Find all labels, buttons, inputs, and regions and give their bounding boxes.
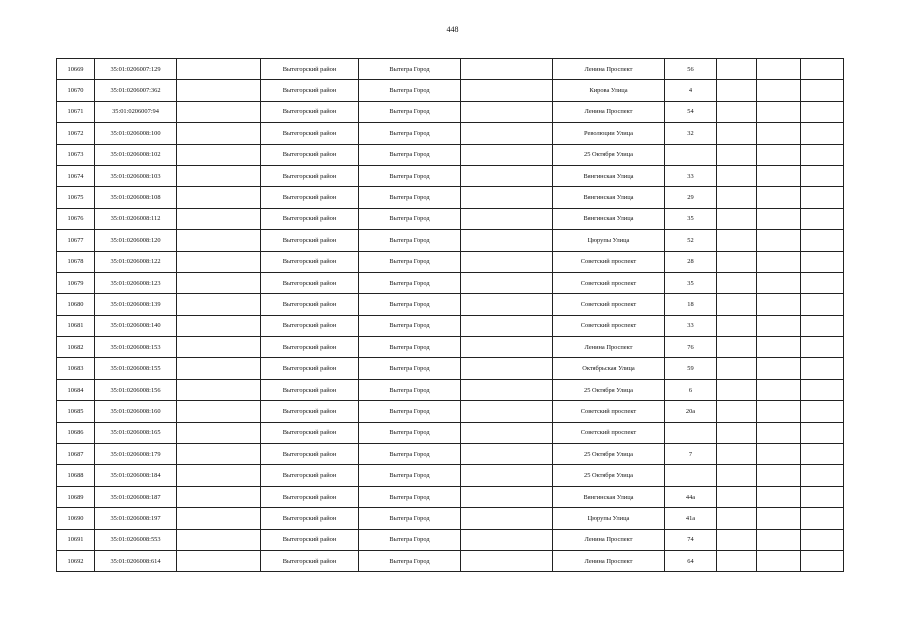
empty-cell — [757, 144, 801, 165]
cadastral-number-cell: 35:01:0206008:165 — [95, 422, 177, 443]
row-number-cell: 10669 — [57, 59, 95, 80]
empty-cell — [461, 230, 553, 251]
empty-cell — [177, 144, 261, 165]
empty-cell — [177, 272, 261, 293]
district-cell: Вытегорский район — [261, 401, 359, 422]
page-number: 448 — [446, 25, 459, 34]
street-cell: 25 Октября Улица — [553, 465, 665, 486]
empty-cell — [757, 379, 801, 400]
street-cell: Советский проспект — [553, 401, 665, 422]
empty-cell — [461, 465, 553, 486]
empty-cell — [801, 508, 844, 529]
empty-cell — [461, 144, 553, 165]
house-number-cell: 4 — [665, 80, 717, 101]
city-cell: Вытегра Город — [359, 144, 461, 165]
row-number-cell: 10689 — [57, 486, 95, 507]
district-cell: Вытегорский район — [261, 294, 359, 315]
cadastral-number-cell: 35:01:0206008:102 — [95, 144, 177, 165]
empty-cell — [757, 529, 801, 550]
empty-cell — [801, 101, 844, 122]
city-cell: Вытегра Город — [359, 508, 461, 529]
empty-cell — [461, 80, 553, 101]
cadastral-number-cell: 35:01:0206008:614 — [95, 550, 177, 571]
empty-cell — [717, 401, 757, 422]
table-row — [57, 529, 844, 550]
cadastral-number-cell: 35:01:0206007:94 — [95, 101, 177, 122]
table-row — [57, 337, 844, 358]
empty-cell — [717, 80, 757, 101]
district-cell: Вытегорский район — [261, 508, 359, 529]
table-row — [57, 358, 844, 379]
district-cell: Вытегорский район — [261, 187, 359, 208]
table-row — [57, 486, 844, 507]
house-number-cell: 35 — [665, 272, 717, 293]
empty-cell — [177, 80, 261, 101]
table-row — [57, 422, 844, 443]
empty-cell — [801, 144, 844, 165]
cadastral-number-cell: 35:01:0206008:100 — [95, 123, 177, 144]
empty-cell — [757, 486, 801, 507]
empty-cell — [177, 379, 261, 400]
table-row — [57, 80, 844, 101]
empty-cell — [177, 251, 261, 272]
empty-cell — [177, 444, 261, 465]
city-cell: Вытегра Город — [359, 101, 461, 122]
district-cell: Вытегорский район — [261, 529, 359, 550]
row-number-cell: 10688 — [57, 465, 95, 486]
city-cell: Вытегра Город — [359, 59, 461, 80]
empty-cell — [177, 123, 261, 144]
house-number-cell: 44а — [665, 486, 717, 507]
empty-cell — [717, 508, 757, 529]
cadastral-number-cell: 35:01:0206007:129 — [95, 59, 177, 80]
city-cell: Вытегра Город — [359, 230, 461, 251]
empty-cell — [757, 422, 801, 443]
table-row — [57, 550, 844, 571]
cadastral-number-cell: 35:01:0206008:108 — [95, 187, 177, 208]
house-number-cell: 20а — [665, 401, 717, 422]
row-number-cell: 10686 — [57, 422, 95, 443]
cadastral-number-cell: 35:01:0206008:140 — [95, 315, 177, 336]
district-cell: Вытегорский район — [261, 337, 359, 358]
table-row — [57, 444, 844, 465]
house-number-cell: 76 — [665, 337, 717, 358]
city-cell: Вытегра Город — [359, 550, 461, 571]
empty-cell — [461, 550, 553, 571]
street-cell: Вянгинская Улица — [553, 208, 665, 229]
empty-cell — [717, 337, 757, 358]
empty-cell — [177, 59, 261, 80]
street-cell: 25 Октября Улица — [553, 144, 665, 165]
cadastral-number-cell: 35:01:0206008:155 — [95, 358, 177, 379]
empty-cell — [801, 358, 844, 379]
empty-cell — [461, 251, 553, 272]
empty-cell — [757, 508, 801, 529]
district-cell: Вытегорский район — [261, 486, 359, 507]
street-cell: Советский проспект — [553, 294, 665, 315]
house-number-cell: 41а — [665, 508, 717, 529]
empty-cell — [177, 358, 261, 379]
district-cell: Вытегорский район — [261, 208, 359, 229]
registry-body — [57, 59, 844, 572]
empty-cell — [717, 444, 757, 465]
district-cell: Вытегорский район — [261, 550, 359, 571]
empty-cell — [717, 486, 757, 507]
empty-cell — [461, 294, 553, 315]
row-number-cell: 10676 — [57, 208, 95, 229]
house-number-cell — [665, 144, 717, 165]
empty-cell — [717, 294, 757, 315]
table-row — [57, 401, 844, 422]
street-cell: Цюрупы Улица — [553, 230, 665, 251]
street-cell: Вянгинская Улица — [553, 187, 665, 208]
empty-cell — [801, 529, 844, 550]
empty-cell — [801, 444, 844, 465]
empty-cell — [801, 230, 844, 251]
empty-cell — [177, 294, 261, 315]
street-cell: Советский проспект — [553, 315, 665, 336]
house-number-cell: 28 — [665, 251, 717, 272]
street-cell: Ленина Проспект — [553, 101, 665, 122]
empty-cell — [757, 465, 801, 486]
row-number-cell: 10687 — [57, 444, 95, 465]
empty-cell — [461, 444, 553, 465]
empty-cell — [461, 379, 553, 400]
empty-cell — [757, 315, 801, 336]
cadastral-number-cell: 35:01:0206008:139 — [95, 294, 177, 315]
empty-cell — [801, 422, 844, 443]
table-row — [57, 508, 844, 529]
empty-cell — [801, 251, 844, 272]
street-cell: 25 Октября Улица — [553, 379, 665, 400]
empty-cell — [177, 187, 261, 208]
city-cell: Вытегра Город — [359, 123, 461, 144]
empty-cell — [717, 315, 757, 336]
street-cell: Цюрупы Улица — [553, 508, 665, 529]
row-number-cell: 10683 — [57, 358, 95, 379]
property-registry-table — [56, 58, 844, 572]
house-number-cell: 32 — [665, 123, 717, 144]
empty-cell — [757, 187, 801, 208]
street-cell: Вянгинская Улица — [553, 486, 665, 507]
table-row — [57, 251, 844, 272]
empty-cell — [801, 294, 844, 315]
cadastral-number-cell: 35:01:0206008:179 — [95, 444, 177, 465]
row-number-cell: 10675 — [57, 187, 95, 208]
row-number-cell: 10673 — [57, 144, 95, 165]
table-row — [57, 144, 844, 165]
empty-cell — [461, 422, 553, 443]
empty-cell — [461, 187, 553, 208]
street-cell: Ленина Проспект — [553, 337, 665, 358]
district-cell: Вытегорский район — [261, 465, 359, 486]
city-cell: Вытегра Город — [359, 165, 461, 186]
table-row — [57, 465, 844, 486]
house-number-cell: 64 — [665, 550, 717, 571]
street-cell: Ленина Проспект — [553, 550, 665, 571]
cadastral-number-cell: 35:01:0206008:103 — [95, 165, 177, 186]
house-number-cell: 6 — [665, 379, 717, 400]
empty-cell — [177, 101, 261, 122]
house-number-cell: 54 — [665, 101, 717, 122]
empty-cell — [717, 230, 757, 251]
empty-cell — [757, 208, 801, 229]
district-cell: Вытегорский район — [261, 230, 359, 251]
empty-cell — [177, 422, 261, 443]
city-cell: Вытегра Город — [359, 486, 461, 507]
empty-cell — [801, 401, 844, 422]
city-cell: Вытегра Город — [359, 337, 461, 358]
empty-cell — [717, 358, 757, 379]
table-row — [57, 123, 844, 144]
empty-cell — [177, 208, 261, 229]
cadastral-number-cell: 35:01:0206008:184 — [95, 465, 177, 486]
empty-cell — [717, 379, 757, 400]
empty-cell — [801, 123, 844, 144]
street-cell: Ленина Проспект — [553, 529, 665, 550]
empty-cell — [757, 358, 801, 379]
empty-cell — [717, 101, 757, 122]
street-cell: Советский проспект — [553, 251, 665, 272]
empty-cell — [801, 80, 844, 101]
district-cell: Вытегорский район — [261, 59, 359, 80]
cadastral-number-cell: 35:01:0206008:122 — [95, 251, 177, 272]
row-number-cell: 10684 — [57, 379, 95, 400]
district-cell: Вытегорский район — [261, 144, 359, 165]
empty-cell — [801, 337, 844, 358]
city-cell: Вытегра Город — [359, 465, 461, 486]
empty-cell — [757, 80, 801, 101]
street-cell: Революции Улица — [553, 123, 665, 144]
city-cell: Вытегра Город — [359, 529, 461, 550]
empty-cell — [801, 272, 844, 293]
empty-cell — [757, 230, 801, 251]
empty-cell — [757, 337, 801, 358]
city-cell: Вытегра Город — [359, 294, 461, 315]
street-cell: Кирова Улица — [553, 80, 665, 101]
house-number-cell: 29 — [665, 187, 717, 208]
row-number-cell: 10692 — [57, 550, 95, 571]
empty-cell — [757, 123, 801, 144]
empty-cell — [717, 123, 757, 144]
table-row — [57, 59, 844, 80]
street-cell: Советский проспект — [553, 272, 665, 293]
city-cell: Вытегра Город — [359, 272, 461, 293]
city-cell: Вытегра Город — [359, 315, 461, 336]
row-number-cell: 10677 — [57, 230, 95, 251]
cadastral-number-cell: 35:01:0206007:362 — [95, 80, 177, 101]
empty-cell — [717, 251, 757, 272]
empty-cell — [461, 337, 553, 358]
empty-cell — [717, 187, 757, 208]
empty-cell — [461, 401, 553, 422]
street-cell: Октябрьская Улица — [553, 358, 665, 379]
table-row — [57, 187, 844, 208]
district-cell: Вытегорский район — [261, 315, 359, 336]
empty-cell — [801, 550, 844, 571]
row-number-cell: 10680 — [57, 294, 95, 315]
row-number-cell: 10679 — [57, 272, 95, 293]
house-number-cell: 59 — [665, 358, 717, 379]
table-row — [57, 379, 844, 400]
district-cell: Вытегорский район — [261, 251, 359, 272]
empty-cell — [801, 379, 844, 400]
city-cell: Вытегра Город — [359, 358, 461, 379]
empty-cell — [461, 486, 553, 507]
empty-cell — [801, 187, 844, 208]
city-cell: Вытегра Город — [359, 444, 461, 465]
row-number-cell: 10690 — [57, 508, 95, 529]
empty-cell — [757, 101, 801, 122]
city-cell: Вытегра Город — [359, 422, 461, 443]
empty-cell — [177, 508, 261, 529]
empty-cell — [757, 294, 801, 315]
district-cell: Вытегорский район — [261, 358, 359, 379]
empty-cell — [717, 529, 757, 550]
row-number-cell: 10691 — [57, 529, 95, 550]
empty-cell — [461, 165, 553, 186]
city-cell: Вытегра Город — [359, 208, 461, 229]
table-row — [57, 272, 844, 293]
table-row — [57, 101, 844, 122]
row-number-cell: 10674 — [57, 165, 95, 186]
city-cell: Вытегра Город — [359, 187, 461, 208]
table-row — [57, 165, 844, 186]
cadastral-number-cell: 35:01:0206008:112 — [95, 208, 177, 229]
empty-cell — [717, 208, 757, 229]
empty-cell — [177, 550, 261, 571]
table-row — [57, 208, 844, 229]
house-number-cell — [665, 422, 717, 443]
house-number-cell: 52 — [665, 230, 717, 251]
empty-cell — [177, 529, 261, 550]
cadastral-number-cell: 35:01:0206008:553 — [95, 529, 177, 550]
empty-cell — [177, 337, 261, 358]
empty-cell — [177, 486, 261, 507]
row-number-cell: 10681 — [57, 315, 95, 336]
street-cell: Ленина Проспект — [553, 59, 665, 80]
table-row — [57, 230, 844, 251]
empty-cell — [801, 315, 844, 336]
district-cell: Вытегорский район — [261, 101, 359, 122]
empty-cell — [461, 208, 553, 229]
empty-cell — [757, 59, 801, 80]
district-cell: Вытегорский район — [261, 444, 359, 465]
empty-cell — [717, 144, 757, 165]
house-number-cell: 33 — [665, 315, 717, 336]
row-number-cell: 10670 — [57, 80, 95, 101]
empty-cell — [461, 315, 553, 336]
empty-cell — [757, 251, 801, 272]
table-row — [57, 294, 844, 315]
empty-cell — [461, 123, 553, 144]
empty-cell — [717, 422, 757, 443]
empty-cell — [801, 465, 844, 486]
cadastral-number-cell: 35:01:0206008:187 — [95, 486, 177, 507]
city-cell: Вытегра Город — [359, 80, 461, 101]
district-cell: Вытегорский район — [261, 123, 359, 144]
house-number-cell: 7 — [665, 444, 717, 465]
empty-cell — [717, 550, 757, 571]
empty-cell — [461, 59, 553, 80]
empty-cell — [801, 165, 844, 186]
cadastral-number-cell: 35:01:0206008:123 — [95, 272, 177, 293]
house-number-cell: 35 — [665, 208, 717, 229]
cadastral-number-cell: 35:01:0206008:156 — [95, 379, 177, 400]
empty-cell — [461, 272, 553, 293]
empty-cell — [757, 165, 801, 186]
empty-cell — [801, 59, 844, 80]
empty-cell — [177, 401, 261, 422]
empty-cell — [177, 165, 261, 186]
empty-cell — [717, 465, 757, 486]
empty-cell — [757, 444, 801, 465]
district-cell: Вытегорский район — [261, 379, 359, 400]
empty-cell — [461, 508, 553, 529]
house-number-cell: 74 — [665, 529, 717, 550]
street-cell: 25 Октября Улица — [553, 444, 665, 465]
empty-cell — [177, 315, 261, 336]
house-number-cell: 18 — [665, 294, 717, 315]
empty-cell — [757, 550, 801, 571]
city-cell: Вытегра Город — [359, 401, 461, 422]
house-number-cell: 56 — [665, 59, 717, 80]
empty-cell — [461, 101, 553, 122]
row-number-cell: 10685 — [57, 401, 95, 422]
empty-cell — [717, 272, 757, 293]
cadastral-number-cell: 35:01:0206008:153 — [95, 337, 177, 358]
empty-cell — [757, 401, 801, 422]
empty-cell — [177, 465, 261, 486]
district-cell: Вытегорский район — [261, 272, 359, 293]
district-cell: Вытегорский район — [261, 80, 359, 101]
cadastral-number-cell: 35:01:0206008:120 — [95, 230, 177, 251]
empty-cell — [717, 59, 757, 80]
district-cell: Вытегорский район — [261, 165, 359, 186]
row-number-cell: 10678 — [57, 251, 95, 272]
house-number-cell: 33 — [665, 165, 717, 186]
district-cell: Вытегорский район — [261, 422, 359, 443]
empty-cell — [461, 529, 553, 550]
empty-cell — [801, 208, 844, 229]
row-number-cell: 10672 — [57, 123, 95, 144]
cadastral-number-cell: 35:01:0206008:197 — [95, 508, 177, 529]
row-number-cell: 10682 — [57, 337, 95, 358]
empty-cell — [801, 486, 844, 507]
street-cell: Советский проспект — [553, 422, 665, 443]
row-number-cell: 10671 — [57, 101, 95, 122]
city-cell: Вытегра Город — [359, 379, 461, 400]
cadastral-number-cell: 35:01:0206008:160 — [95, 401, 177, 422]
empty-cell — [757, 272, 801, 293]
empty-cell — [461, 358, 553, 379]
street-cell: Вянгинская Улица — [553, 165, 665, 186]
city-cell: Вытегра Город — [359, 251, 461, 272]
empty-cell — [177, 230, 261, 251]
table-row — [57, 315, 844, 336]
house-number-cell — [665, 465, 717, 486]
empty-cell — [717, 165, 757, 186]
